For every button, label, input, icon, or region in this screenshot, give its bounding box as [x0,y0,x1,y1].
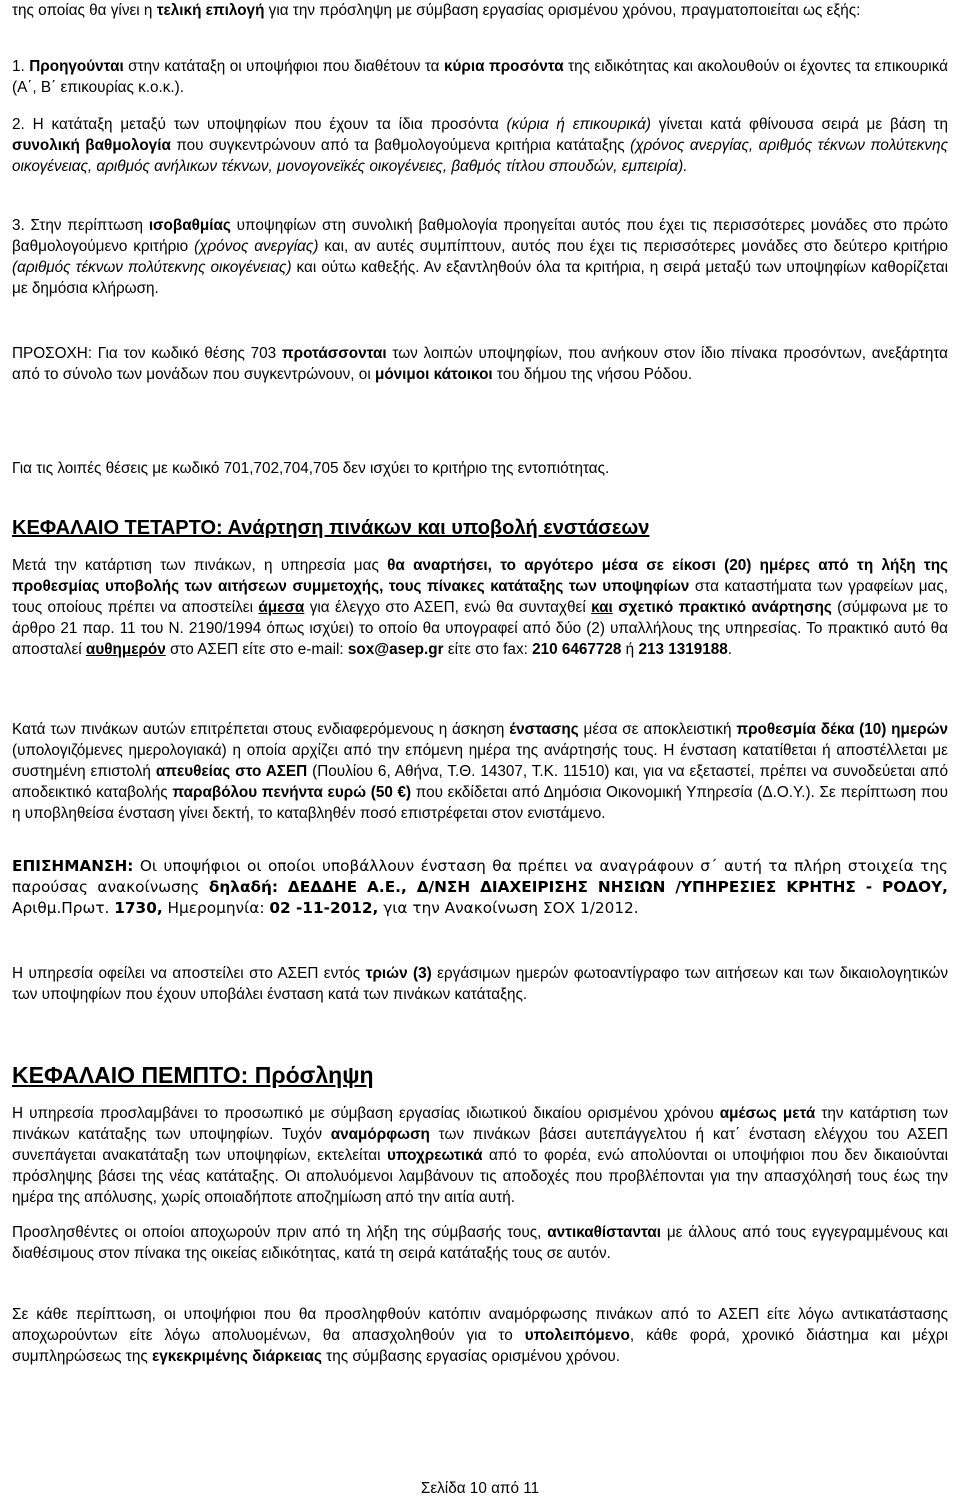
bold-run: ένστασης [509,721,579,738]
text-run: για την πρόσληψη με σύμβαση εργασίας ορισμένου χρόνου, πραγματοποιείται ως εξής: [264,2,861,19]
text-run: Κατά των πινάκων αυτών επιτρέπεται στους ενδιαφερόμενους η άσκηση [12,721,510,738]
bold-run: δηλαδή: ΔΕΔΔΗΕ Α.Ε., Δ/ΝΣΗ ΔΙΑΧΕΙΡΙΣΗΣ ΝΗΣΙΩΝ /ΥΠΗΡΕΣΙΕΣ ΚΡΗΤΗΣ - ΡΟΔΟΥ, [208,878,948,896]
bold-run: συνολική βαθμολογία [12,137,171,154]
chapter-5-title: ΚΕΦΑΛΑΙΟ ΠΕΜΠΤΟ: Πρόσληψη [12,1062,374,1088]
text-run: υποψηφίων στη συνολική βαθμολογία προηγείται αυτός που έχει τις περισσότερες μονάδες στο πρώτο βαθμολογούμενο κριτήριο [12,217,948,255]
text-run: γίνεται κατά φθίνουσα σειρά με βάση τη [650,116,948,133]
bold-run: μόνιμοι κάτοικοι [374,366,493,383]
fax-number: 210 6467728 [532,641,622,658]
chapter-4-paragraph-1 [12,555,948,660]
intro-paragraph [12,0,948,21]
bold-run: σχετικό πρακτικό ανάρτησης [612,599,832,616]
text-run: με άλλους από τους εγγεγραμμένους και διαθέσιμους στον πίνακα της οικείας ειδικότητας, κατά τη σειρά κατάταξής τους σε αυτόν. [12,1224,948,1262]
bold-run: αμέσως μετά [719,1105,816,1122]
text-run: μέσα σε αποκλειστική [578,721,737,738]
italic-run: (κύρια ή επικουρικά) [506,116,651,133]
text-run: είτε στο fax: [443,641,533,658]
bold-run: 02 -11-2012, [269,899,379,917]
locality-note: Για τις λοιπές θέσεις με κωδικό 701,702,704,705 δεν ισχύει το κριτήριο της εντοπιότητας. [12,460,610,477]
chapter-5-paragraph-3 [12,1304,948,1367]
bold-run: Προηγούνται [29,58,124,75]
bold-underline-run: άμεσα [258,599,305,616]
text-run: Ημερομηνία: [162,899,270,917]
email-link[interactable]: sox@asep.gr [347,641,444,658]
item-number: 2. [12,116,25,133]
text-run: Στην περίπτωση [24,217,149,234]
criteria-item-1 [12,56,948,98]
text-run: από το φορέα, ενώ απολύονται οι υποψήφιοι που δεν δικαιούνται πρόσληψης βάσει της νέας κατάταξης. Οι απολυόμενοι λαμβάνουν τις αποδοχές που προβλέπονται για την απασχόλησή τους έως την ημέρα της απόλυσης, χωρίς οποιαδήποτε αποζημίωση από την αιτία αυτή. [12,1147,948,1206]
chapter-4-paragraph-2 [12,719,948,824]
bold-run: θα αναρτήσει, το αργότερο μέσα σε είκοσι (20) ημέρες από τη λήξη της προθεσμίας υποβολής των αιτήσεων συμμετοχής, τους πίνακες κατάταξης των υποψηφίων [12,557,948,595]
item-number: 3. [12,217,25,234]
fax-number: 213 1319188 [638,641,728,658]
page-number-footer: Σελίδα 10 από 11 [420,1480,540,1497]
text-run: Η υπηρεσία προσλαμβάνει το προσωπικό με σύμβαση εργασίας ιδιωτικού δικαίου ορισμένου χρόνου [12,1105,720,1122]
chapter-4-paragraph-4 [12,963,948,1005]
bold-run: υποχρεωτικά [386,1147,483,1164]
bold-run: τελική επιλογή [156,2,265,19]
notice-paragraph [12,343,948,385]
text-run: των πινάκων βάσει αυτεπάγγελτου ή κατ΄ ένσταση ελέγχου του ΑΣΕΠ συνεπάγεται ανακατάταξη των υποψηφίων, εκτελείται [12,1126,948,1164]
text-run: Η υπηρεσία οφείλει να αποστείλει στο ΑΣΕΠ εντός [12,965,366,982]
text-run: εργάσιμων ημερών φωτοαντίγραφο των αιτήσεων και των δικαιολογητικών των υποψηφίων που έχουν υποβάλει ένσταση κατά των πινάκων κατάταξης. [12,965,948,1003]
bold-run: ισοβαθμίας [148,217,231,234]
italic-run: (αριθμός τέκνων πολύτεκνης οικογένειας) [12,259,292,276]
text-run: για την Ανακοίνωση ΣΟΧ 1/2012. [378,899,639,917]
bold-run: ΕΠΙΣΗΜΑΝΣΗ: [12,857,134,875]
text-run: και ούτω καθεξής. Αν εξαντληθούν όλα τα κριτήρια, η σειρά μεταξύ των υποψηφίων καθορίζεται με δημόσια κλήρωση. [12,259,949,297]
text-run: Η κατάταξη μεταξύ των υποψηφίων που έχουν τα ίδια προσόντα [24,116,507,133]
bold-run: παραβόλου πενήντα ευρώ (50 €) [172,784,412,801]
bold-run: αναμόρφωση [330,1126,430,1143]
text-run: που συγκεντρώνουν από τα βαθμολογούμενα κριτήρια κατάταξης [170,137,631,154]
item-number: 1. [12,58,25,75]
text-run: την κατάρτιση των πινάκων κατάταξης των υποψηφίων. Τυχόν [12,1105,948,1143]
text-run: (Πουλίου 6, Αθήνα, Τ.Θ. 14307, Τ.Κ. 11510) και, για να εξεταστεί, πρέπει να συνοδεύεται από αποδεικτικό καταβολής [12,763,949,801]
text-run: (υπολογιζόμενες ημερολογιακά) η οποία αρχίζει από την επόμενη ημέρα της ανάρτησής τους. Η ένσταση κατατίθεται ή αποστέλλεται με συστημένη επιστολή [12,742,948,780]
criteria-item-2 [12,114,948,177]
chapter-5-paragraph-1 [12,1103,948,1208]
bold-run: απευθείας στο ΑΣΕΠ [155,763,308,780]
text-run: στην κατάταξη οι υποψήφιοι που διαθέτουν τα [123,58,444,75]
text-run: για έλεγχο στο ΑΣΕΠ, ενώ θα συνταχθεί [304,599,592,616]
bold-run: εγκεκριμένης διάρκειας [151,1348,322,1365]
text-run: ή [621,641,639,658]
text-run: . [727,641,733,658]
bold-run: υπολειπόμενο [524,1327,630,1344]
text-run: της ειδικότητας και ακολουθούν οι έχοντες τα επικουρικά (Α΄, Β΄ επικουρίας κ.ο.κ.). [12,58,949,96]
chapter-4-paragraph-3 [12,856,948,919]
criteria-item-3 [12,215,948,299]
text-run: των λοιπών υποψηφίων, που ανήκουν στον ίδιο πίνακα προσόντων, ανεξάρτητα από το σύνολο των μονάδων που συγκεντρώνουν, οι [12,345,949,383]
bold-underline-run: και [591,599,613,616]
text-run: της σύμβασης εργασίας ορισμένου χρόνου. [321,1348,620,1365]
text-run: Σε κάθε περίπτωση, οι υποψήφιοι που θα προσληφθούν κατόπιν αναμόρφωσης πινάκων από το ΑΣΕΠ είτε λόγω αντικατάστασης αποχωρούντων είτε λόγω απολυομένων, θα απασχοληθούν για το [12,1306,948,1344]
bold-run: αντικαθίστανται [547,1224,662,1241]
text-run: στο ΑΣΕΠ είτε στο e-mail: [165,641,348,658]
text-run: της οποίας θα γίνει η [12,2,157,19]
italic-run: (χρόνος ανεργίας) [194,238,319,255]
text-run: Μετά την κατάρτιση των πινάκων, η υπηρεσία μας [12,557,388,574]
bold-run: προθεσμία δέκα (10) ημερών [736,721,948,738]
bold-run: τριών (3) [365,965,432,982]
italic-run: (χρόνος ανεργίας, αριθμός τέκνων πολύτεκνης οικογένειας, αριθμός ανήλικων τέκνων, μονογονεϊκές οικογένειες, βαθμός τίτλου σπουδών, εμπειρία). [12,137,949,175]
bold-run: 1730, [114,899,163,917]
text-run: του δήμου της νήσου Ρόδου. [492,366,693,383]
bold-underline-run: αυθημερόν [85,641,166,658]
text-run: ΠΡΟΣΟΧΗ: Για τον κωδικό θέσης 703 [12,345,282,362]
text-run: , κάθε φορά, χρονικό διάστημα και μέχρι συμπληρώσεως της [12,1327,949,1365]
text-run: στα καταστήματα των γραφείων μας, τους οποίους πρέπει να αποστείλει [12,578,948,616]
text-run: και, αν αυτές συμπίπτουν, αυτός που έχει τις περισσότερες μονάδες στο δεύτερο κριτήριο [318,238,948,255]
chapter-4-title: ΚΕΦΑΛΑΙΟ ΤΕΤΑΡΤΟ: Ανάρτηση πινάκων και υποβολή ενστάσεων [12,517,650,539]
text-run: Προσλησθέντες οι οποίοι αποχωρούν πριν από τη λήξη της σύμβασής τους, [12,1224,548,1241]
bold-run: κύρια προσόντα [443,58,564,75]
text-run: (σύμφωνα με το άρθρο 21 παρ. 11 του Ν. 2190/1994 όπως ισχύει) το οποίο θα υπογραφεί από δύο (2) υπαλλήλους της υπηρεσίας. Το πρακτικό αυτό θα αποσταλεί [12,599,949,658]
text-run: που εκδίδεται από Δημόσια Οικονομική Υπηρεσία (Δ.Ο.Υ.). Σε περίπτωση που η υποβληθείσα ένσταση γίνει δεκτή, το καταβληθέν ποσό επιστρέφεται στον ενιστάμενο. [12,784,949,822]
text-run: Οι υποψήφιοι οι οποίοι υποβάλλουν ένσταση θα πρέπει να αναγράφουν σ΄ αυτή τα πλήρη στοιχεία της παρούσας ανακοίνωσης [12,857,948,896]
chapter-5-paragraph-2 [12,1222,948,1264]
text-run: Αριθμ.Πρωτ. [12,899,115,917]
bold-run: προτάσσονται [281,345,387,362]
